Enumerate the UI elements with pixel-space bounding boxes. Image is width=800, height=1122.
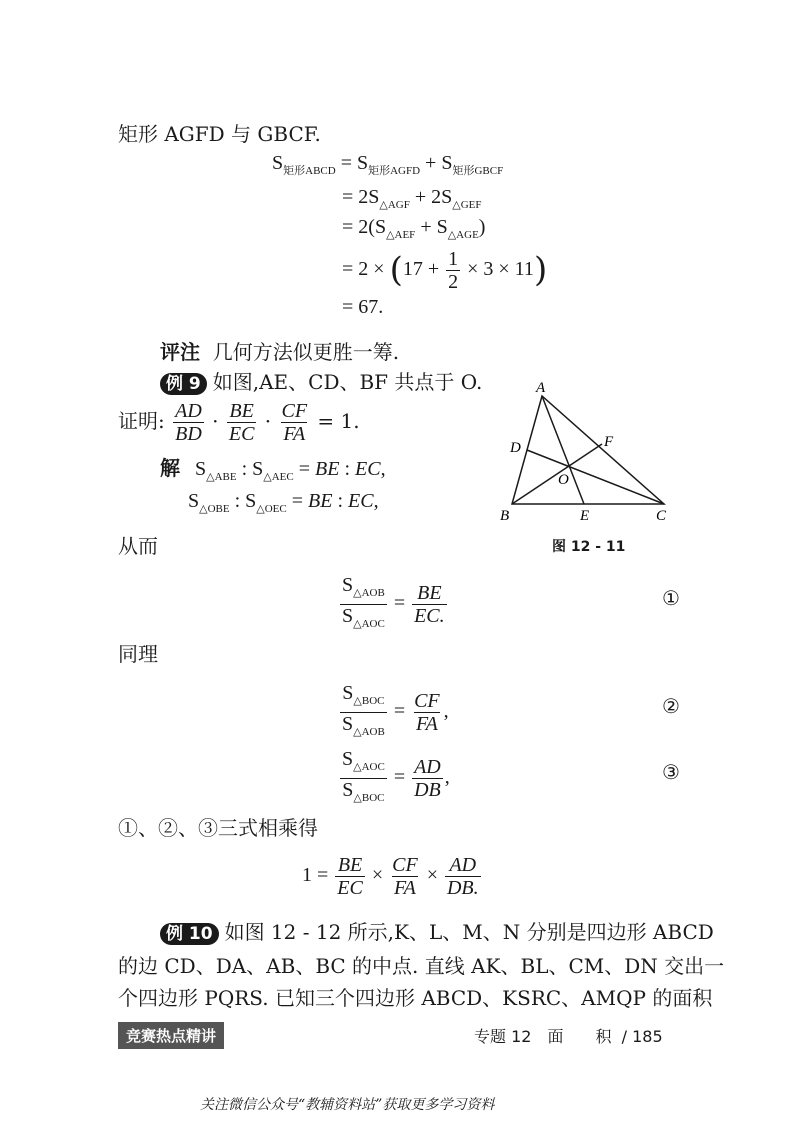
- equation-line-4: = 2 × (17 + $\frac{1}{2}$ × 3 × 11): [342, 248, 548, 293]
- remark: 评注 几何方法似更胜一筹.: [160, 340, 400, 364]
- label-e: E: [580, 508, 590, 524]
- equation-line-1: $S_{矩形ABCD} = S_{矩形AGFD} + S_{矩形GBCF}$: [272, 152, 504, 177]
- label-d: D: [510, 440, 521, 456]
- equation-1-number: ①: [662, 586, 680, 610]
- example9-badge: 例 9: [160, 373, 207, 395]
- equation-line-5: = 67.: [342, 296, 384, 318]
- figure-12-11: [496, 378, 696, 528]
- label-f: F: [604, 434, 614, 450]
- equation-line-2: = $2S_{\triangle AGF} + 2S_{\triangle GEF}$: [342, 186, 482, 211]
- label-a: A: [536, 380, 546, 396]
- solution-line-1: 解 $S_{\triangle ABE}$ : $S_{\triangle AEC}$ = BE : EC,: [160, 456, 386, 483]
- example10-line-3: 个四边形 PQRS. 已知三个四边形 ABCD、KSRC、AMQP 的面积: [118, 986, 713, 1010]
- therefore-label: 从而: [118, 534, 158, 558]
- multiply-line: ①、②、③三式相乘得: [118, 816, 318, 840]
- segment-cd: [527, 450, 664, 504]
- intro-line: 矩形 AGFD 与 GBCF.: [118, 122, 321, 146]
- example9-heading: 例 9 如图,AE、CD、BF 共点于 O.: [160, 368, 482, 396]
- equation-3: $\frac{S_{\triangle AOC}}{S_{\triangle BOC}}$ = $\frac{AD}{DB}$ ,: [338, 748, 450, 809]
- equation-1: $\frac{S_{\triangle AOB}}{S_{\triangle AOC}}$ = $\frac{BE}{EC.}$: [338, 574, 449, 635]
- page-number: / 185: [621, 1027, 663, 1046]
- final-equation: 1 = $\frac{BE}{EC}$ × $\frac{CF}{FA}$ × $\frac{AD}{DB.}$: [302, 854, 479, 899]
- example10-line-1: 例 10 如图 12 - 12 所示,K、L、M、N 分别是四边形 ABCD: [160, 918, 714, 946]
- label-b: B: [500, 508, 510, 524]
- label-o: O: [558, 472, 569, 488]
- label-c: C: [656, 508, 667, 524]
- figure-caption: 图 12 - 11: [552, 539, 626, 555]
- prove-statement: 证明: $\frac{AD}{BD}$ · $\frac{BE}{EC}$ · $\frac{CF}{FA}$ = 1.: [118, 400, 360, 445]
- bottom-note: 关注微信公众号“教辅资料站”获取更多学习资料: [200, 1097, 495, 1113]
- equation-2-number: ②: [662, 694, 680, 718]
- equation-2: $\frac{S_{\triangle BOC}}{S_{\triangle AOB}}$ = $\frac{CF}{FA}$ ,: [338, 682, 449, 743]
- footer-chapter: 专题 12 面 积 / 185: [474, 1027, 663, 1046]
- solution-line-2: $S_{\triangle OBE}$ : $S_{\triangle OEC}$ = BE : EC,: [188, 490, 379, 515]
- triangle-abc: [512, 396, 664, 504]
- equation-line-3: = $2(S_{\triangle AEF} + S_{\triangle AGE})$: [342, 216, 486, 241]
- example10-line-2: 的边 CD、DA、AB、BC 的中点. 直线 AK、BL、CM、DN 交出一: [118, 954, 725, 978]
- equation-3-number: ③: [662, 760, 680, 784]
- example10-badge: 例 10: [160, 923, 219, 945]
- similarly-label: 同理: [118, 642, 158, 666]
- series-label: 竞赛热点精讲: [118, 1022, 224, 1049]
